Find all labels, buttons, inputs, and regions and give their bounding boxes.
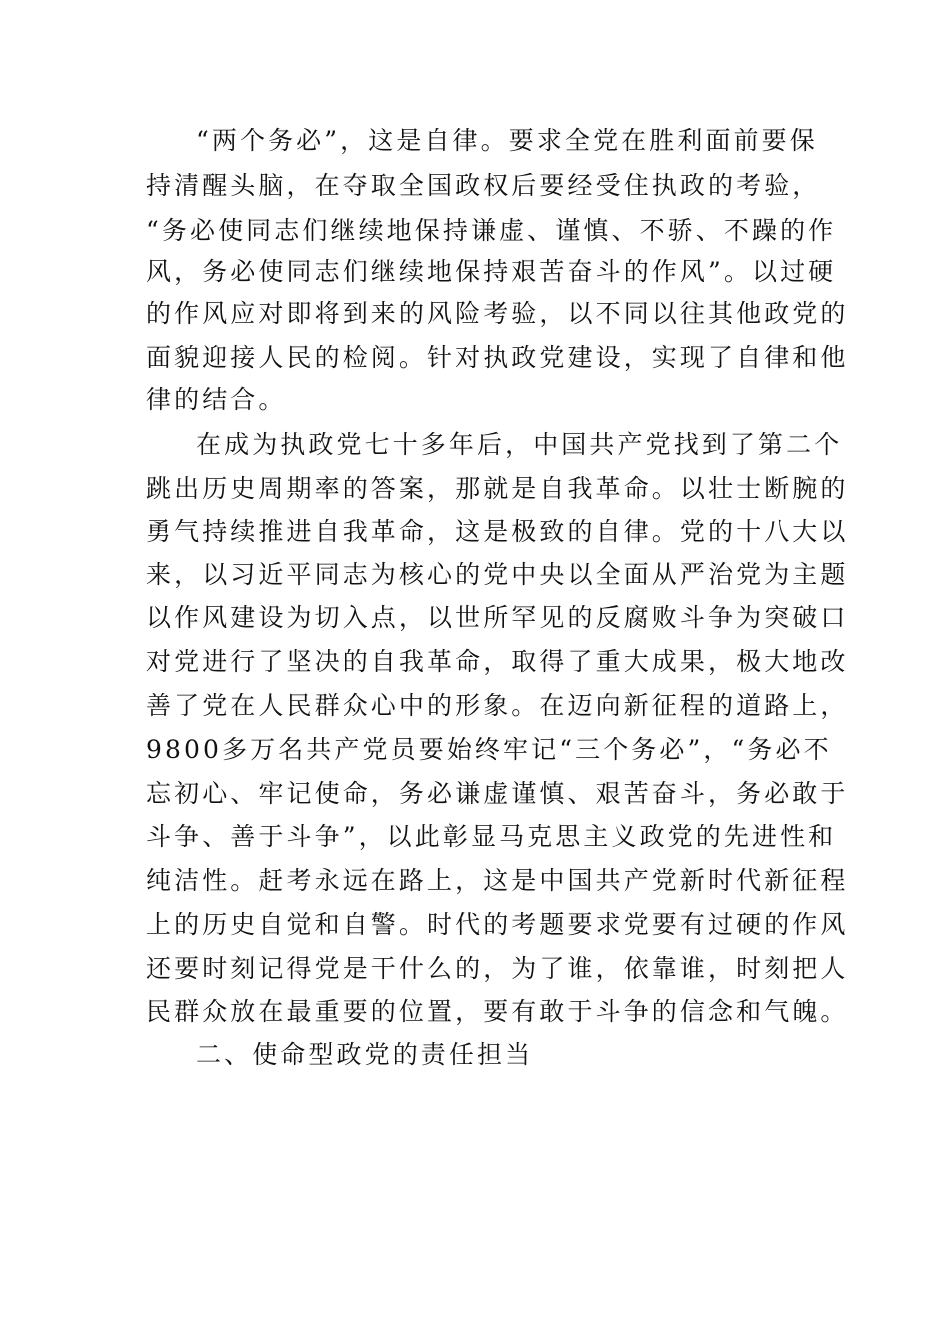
- text-line: 纯洁性。赶考永远在路上，这是中国共产党新时代新征程: [146, 866, 849, 895]
- text-line: 对党进行了坚决的自我革命，取得了重大成果，极大地改: [146, 647, 849, 676]
- text-line: 善了党在人民群众心中的形象。在迈向新征程的道路上，: [146, 691, 849, 720]
- text-line: 在成为执政党七十多年后，中国共产党找到了第二个: [196, 430, 843, 459]
- text-line: 民群众放在最重要的位置，要有敢于斗争的信念和气魄。: [146, 997, 849, 1026]
- text-line: 斗争、善于斗争”，以此彰显马克思主义政党的先进性和: [146, 822, 837, 851]
- text-line: “两个务必”，这是自律。要求全党在胜利面前要保: [196, 126, 818, 155]
- text-line: 面貌迎接人民的检阅。针对执政党建设，实现了自律和他: [146, 343, 849, 372]
- text-line: 9800多万名共产党员要始终牢记“三个务必”，“务必不: [146, 735, 832, 764]
- text-line: 上的历史自觉和自警。时代的考题要求党要有过硬的作风: [146, 910, 849, 939]
- text-line: 持清醒头脑，在夺取全国政权后要经受住执政的考验，: [146, 171, 821, 200]
- section-heading: 二、使命型政党的责任担当: [196, 1040, 534, 1069]
- text-line: 律的结合。: [146, 385, 287, 414]
- text-line: 跳出历史周期率的答案，那就是自我革命。以壮士断腕的: [146, 474, 849, 503]
- text-line: 还要时刻记得党是干什么的，为了谁，依靠谁，时刻把人: [146, 954, 849, 983]
- text-line: 忘初心、牢记使命，务必谦虚谨慎、艰苦奋斗，务必敢于: [146, 779, 849, 808]
- text-line: 来，以习近平同志为核心的党中央以全面从严治党为主题: [146, 560, 849, 589]
- text-line: 的作风应对即将到来的风险考验，以不同以往其他政党的: [146, 299, 849, 328]
- text-line: “务必使同志们继续地保持谦虚、谨慎、不骄、不躁的作: [146, 216, 837, 245]
- text-line: 风，务必使同志们继续地保持艰苦奋斗的作风”。以过硬: [146, 257, 837, 286]
- text-line: 以作风建设为切入点，以世所罕见的反腐败斗争为突破口: [146, 603, 849, 632]
- text-line: 勇气持续推进自我革命，这是极致的自律。党的十八大以: [146, 517, 849, 546]
